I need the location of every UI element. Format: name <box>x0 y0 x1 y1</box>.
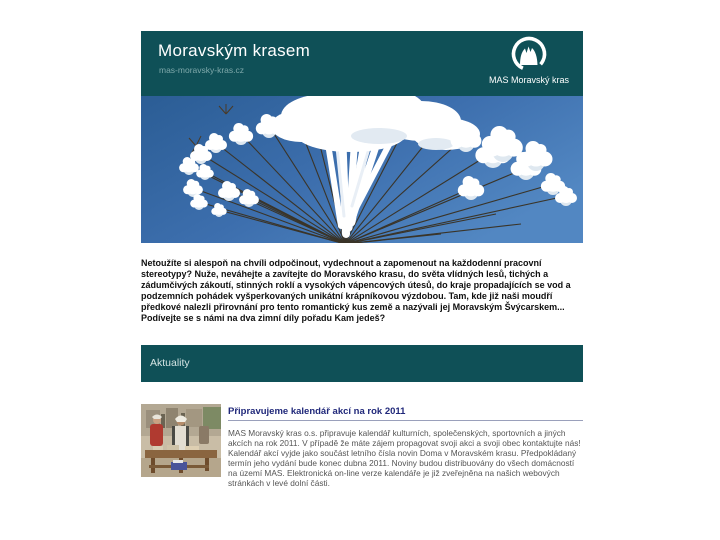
site-header <box>141 31 583 96</box>
hero-photo-frosted-umbel <box>141 96 583 243</box>
article-thumbnail-market-photo[interactable] <box>141 404 221 477</box>
intro-paragraph: Netoužíte si alespoň na chvíli odpočinout, vydechnout a zapomenout na každodenní pracovní stereotypy? Nuže, neváhejte a zavítejte do Moravského krasu, do světa vlídných lesů, tichých a zádumčivých zákoutí, stinných roklí a vysokých vápencových útesů, do kraje propadajících se vod a podzemních pohádek vyšperkovaných unikátní krápníkovou výzdobou. Tam, kde již naši moudří předkové nalezli přirovnání pro tento romantický kus země a nazývali jej Moravským Švýcarskem... Podívejte se s námi na dva zimní díly pořadu Kam jedeš? <box>141 258 571 323</box>
article-text-block <box>228 404 583 488</box>
site-logo[interactable] <box>483 35 575 93</box>
news-article <box>141 404 583 488</box>
article-title-link[interactable]: Připravujeme kalendář akcí na rok 2011 <box>228 406 406 417</box>
mas-logo-icon <box>507 35 551 77</box>
aktuality-label: Aktuality <box>150 357 190 369</box>
site-title[interactable]: Moravským krasem <box>158 41 311 60</box>
logo-label: MAS Moravský kras <box>488 75 569 85</box>
article-divider <box>228 420 583 421</box>
site-tagline: mas-moravsky-kras.cz <box>159 65 245 75</box>
aktuality-section-bar <box>141 345 583 382</box>
page-content <box>141 31 583 488</box>
article-body: MAS Moravský kras o.s. připravuje kalendář kulturních, společenských, sportovních a jiných akcích na rok 2011. V případě že máte zájem propagovat svoji akci a svoji obec kontaktujte nás! Kalendář akcí vyjde jako součást letního čísla novin Doma v Moravském krasu. Předpokládaný termín jeho vydání bude konec dubna 2011. Noviny budou distribuovány do všech domácností na území MAS. Elektronická on-line verze kalendáře je již zveřejněna na našich webových stránkách v levé dolní části. <box>228 428 581 488</box>
